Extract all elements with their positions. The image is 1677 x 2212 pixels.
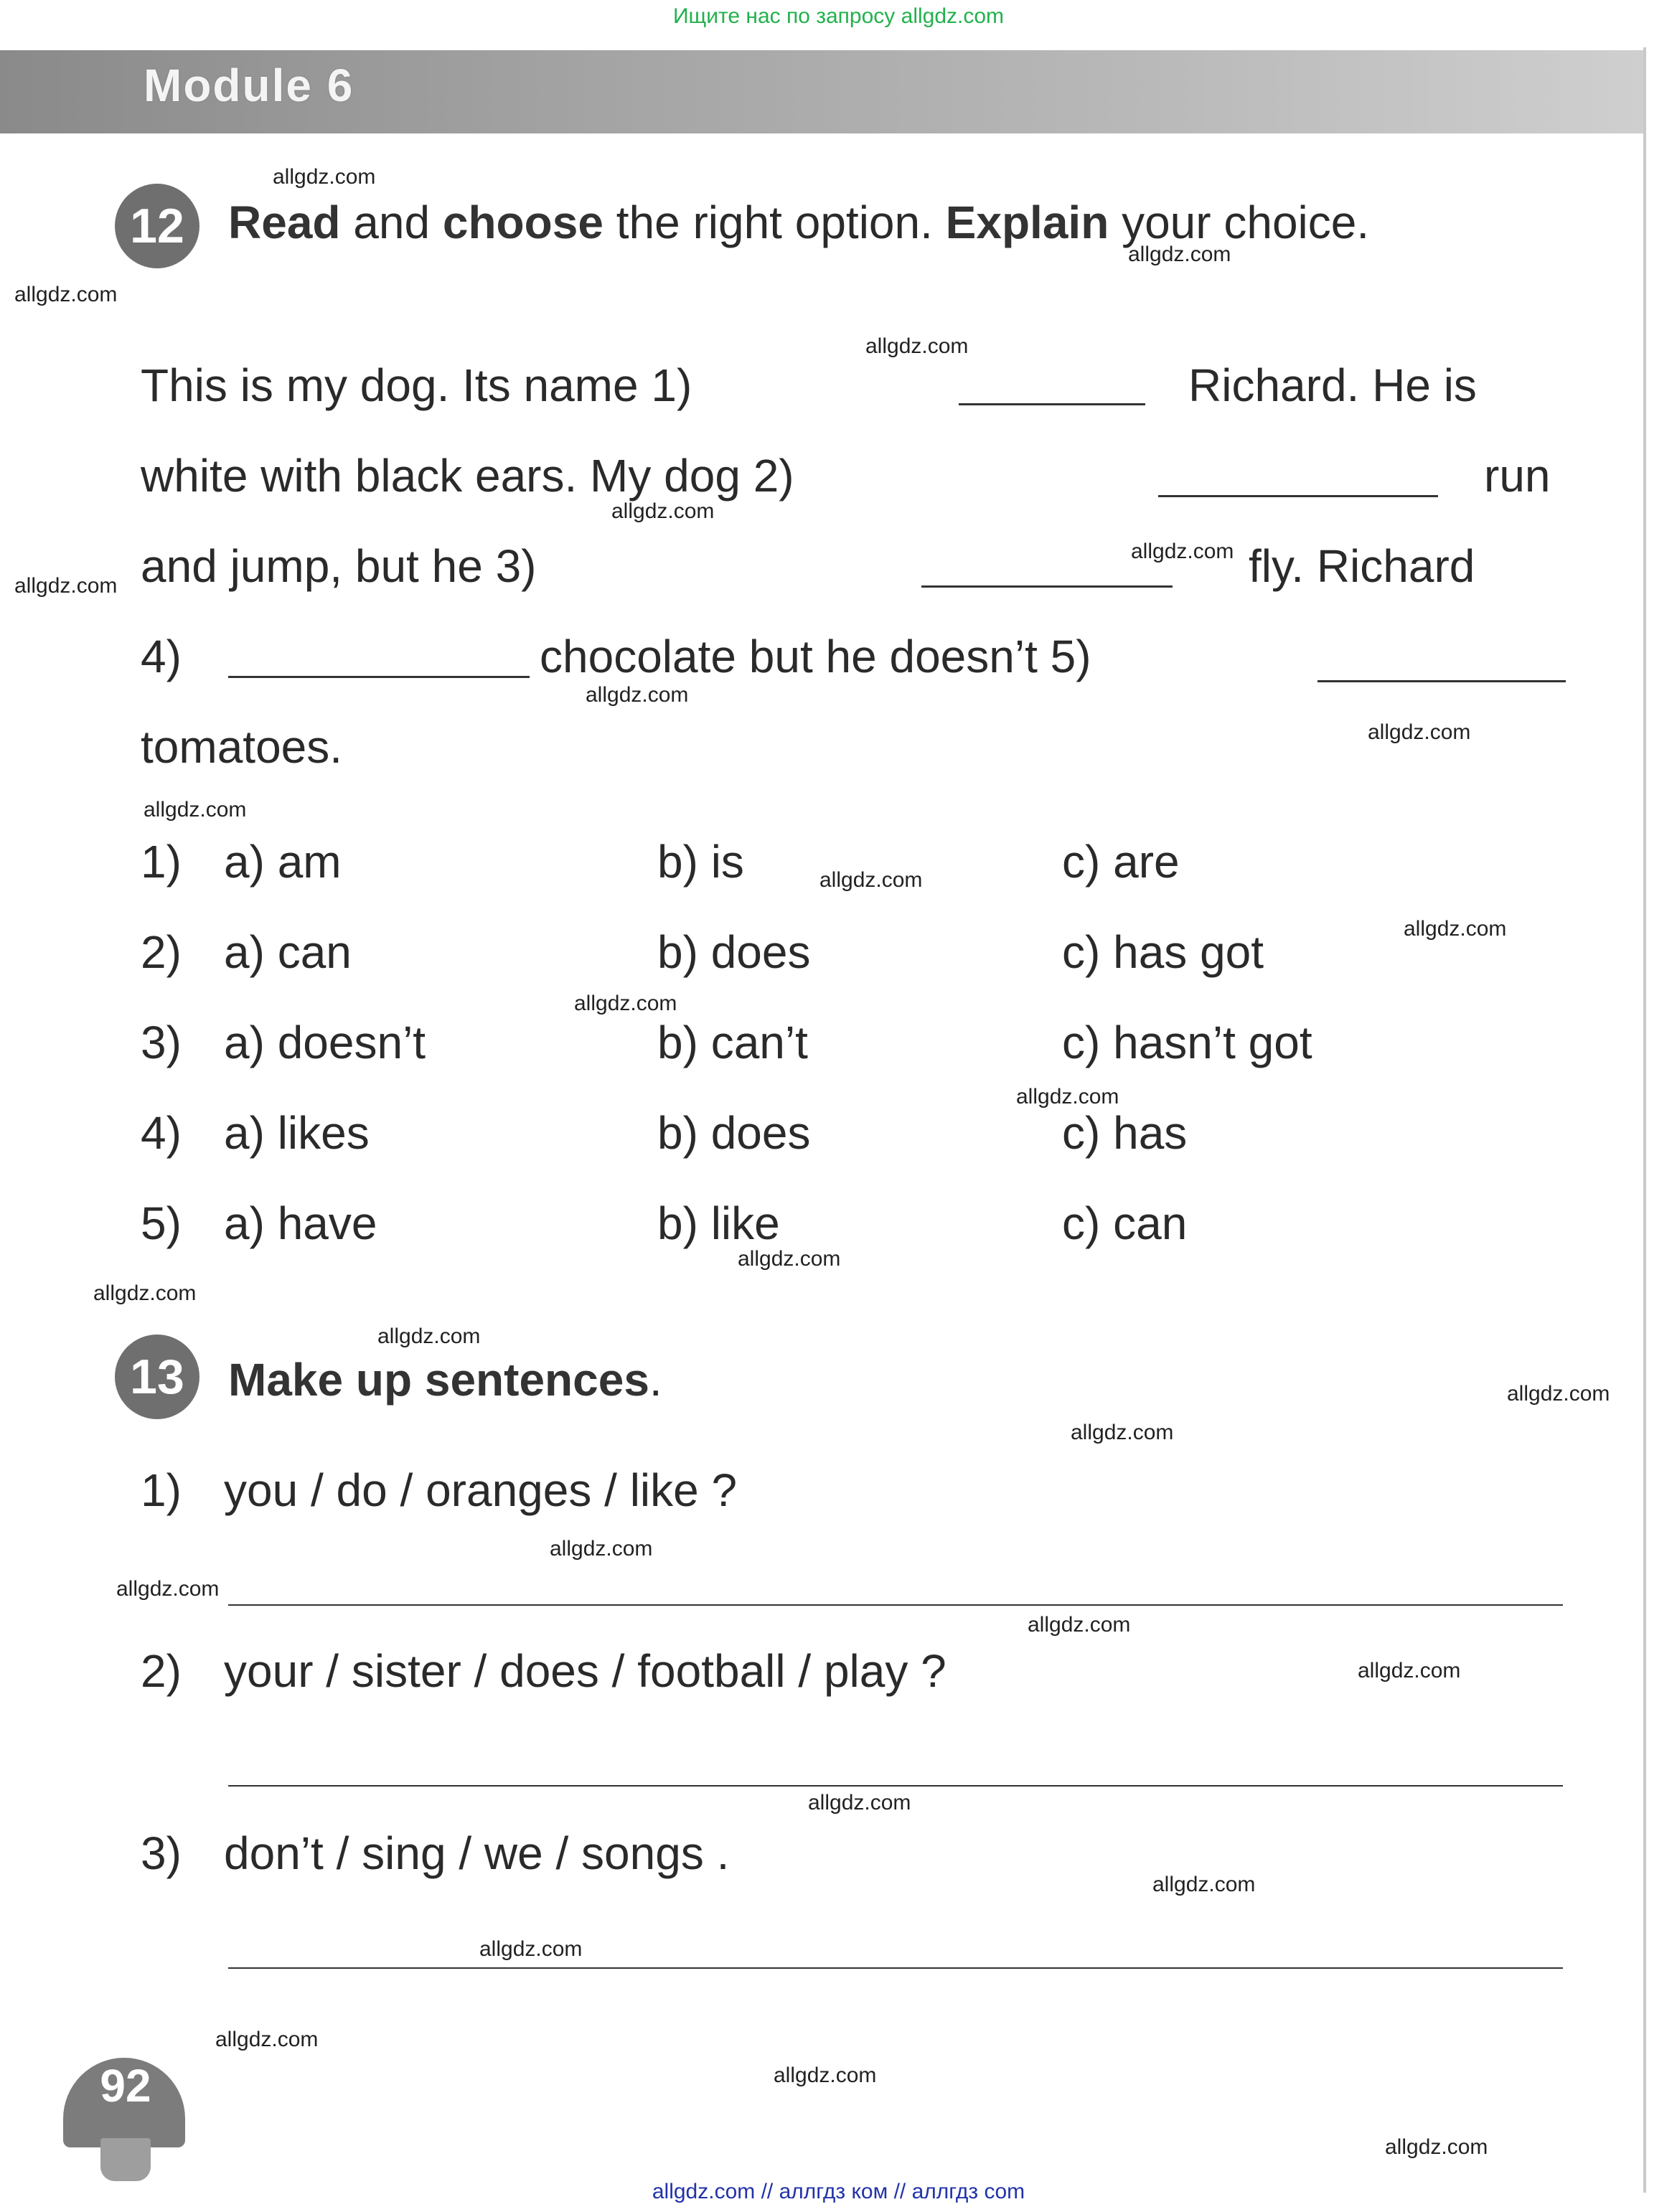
watermark[interactable]: allgdz.com	[93, 1281, 197, 1305]
task13-instruction	[228, 1353, 662, 1406]
option-c[interactable]: c) hasn’t got	[1062, 1017, 1312, 1068]
option-b[interactable]: b) is	[657, 836, 744, 888]
watermark[interactable]: allgdz.com	[1131, 540, 1234, 563]
option-a[interactable]: a) am	[224, 836, 342, 888]
option-b[interactable]: b) can’t	[657, 1017, 808, 1068]
text-line-1a: This is my dog. Its name 1)	[141, 359, 692, 411]
gap-3[interactable]	[921, 585, 1173, 588]
instruction-text: and	[340, 197, 443, 248]
instruction-text: your choice.	[1109, 197, 1370, 248]
text-line-5: tomatoes.	[141, 721, 343, 773]
option-number: 4)	[141, 1107, 182, 1159]
option-c[interactable]: c) has	[1062, 1107, 1188, 1159]
text-line-4a: 4)	[141, 631, 182, 682]
watermark[interactable]: allgdz.com	[550, 1537, 653, 1561]
watermark[interactable]: allgdz.com	[574, 992, 677, 1015]
watermark[interactable]: allgdz.com	[215, 2028, 319, 2051]
sentence-number: 2)	[141, 1645, 182, 1697]
watermark[interactable]: allgdz.com	[479, 1937, 583, 1961]
option-a[interactable]: a) have	[224, 1197, 377, 1249]
gap-1[interactable]	[959, 403, 1145, 405]
scrambled-sentence: your / sister / does / football / play ?	[224, 1645, 946, 1697]
watermark[interactable]: allgdz.com	[116, 1577, 220, 1601]
watermark[interactable]: allgdz.com	[14, 574, 118, 598]
sentence-number: 1)	[141, 1464, 182, 1516]
watermark[interactable]: allgdz.com	[1404, 917, 1507, 941]
watermark[interactable]: allgdz.com	[1128, 243, 1231, 266]
instruction-word-read: Read	[228, 197, 341, 248]
watermark[interactable]: allgdz.com	[273, 165, 376, 189]
watermark[interactable]: allgdz.com	[611, 499, 715, 523]
text-line-4b: chocolate but he doesn’t 5)	[540, 631, 1091, 682]
instruction-word-choose: choose	[442, 197, 603, 248]
watermark[interactable]: allgdz.com	[14, 283, 118, 306]
answer-line-1[interactable]	[228, 1604, 1563, 1606]
option-b[interactable]: b) does	[657, 926, 811, 978]
instruction-word-explain: Explain	[945, 197, 1109, 248]
instruction-text: the right option.	[603, 197, 946, 248]
watermark[interactable]: allgdz.com	[774, 2063, 877, 2087]
answer-line-3[interactable]	[228, 1967, 1563, 1969]
task-number-badge-12: 12	[115, 184, 199, 268]
site-note[interactable]: Ищите нас по запросу allgdz.com	[672, 4, 1005, 28]
option-a[interactable]: a) likes	[224, 1107, 370, 1159]
option-c[interactable]: c) are	[1062, 836, 1180, 888]
watermark[interactable]: allgdz.com	[808, 1791, 911, 1815]
scrambled-sentence: you / do / oranges / like ?	[224, 1464, 738, 1516]
watermark[interactable]: allgdz.com	[738, 1247, 841, 1271]
watermark[interactable]: allgdz.com	[144, 798, 247, 822]
option-c[interactable]: c) has got	[1062, 926, 1264, 978]
watermark[interactable]: allgdz.com	[377, 1324, 481, 1348]
mushroom-stem-icon	[100, 2138, 151, 2181]
watermark[interactable]: allgdz.com	[1507, 1382, 1610, 1406]
task12-instruction	[228, 192, 1577, 253]
watermark[interactable]: allgdz.com	[1028, 1613, 1131, 1637]
gap-2[interactable]	[1158, 495, 1438, 497]
watermark[interactable]: allgdz.com	[1016, 1085, 1119, 1109]
sentence-number: 3)	[141, 1827, 182, 1879]
option-a[interactable]: a) doesn’t	[224, 1017, 426, 1068]
options-table	[141, 835, 1576, 1294]
text-line-1b: Richard. He is	[1188, 359, 1477, 411]
watermark[interactable]: allgdz.com	[1071, 1421, 1174, 1444]
option-number: 5)	[141, 1197, 182, 1249]
option-b[interactable]: b) does	[657, 1107, 811, 1159]
option-number: 1)	[141, 836, 182, 888]
option-b[interactable]: b) like	[657, 1197, 780, 1249]
gap-5[interactable]	[1317, 680, 1566, 682]
text-line-3b: fly. Richard	[1249, 540, 1475, 592]
watermark[interactable]: allgdz.com	[1152, 1873, 1256, 1896]
text-line-3a: and jump, but he 3)	[141, 540, 537, 592]
module-title: Module 6	[144, 60, 354, 111]
watermark[interactable]: allgdz.com	[1385, 2135, 1488, 2159]
watermark[interactable]: allgdz.com	[1368, 720, 1471, 744]
text-line-2a: white with black ears. My dog 2)	[141, 450, 794, 502]
instruction-period: .	[649, 1354, 662, 1406]
text-line-2b: run	[1484, 450, 1551, 502]
option-a[interactable]: a) can	[224, 926, 352, 978]
answer-line-2[interactable]	[228, 1785, 1563, 1787]
page-number: 92	[100, 2060, 151, 2112]
watermark[interactable]: allgdz.com	[819, 868, 923, 892]
instruction-make-up-sentences: Make up sentences	[228, 1354, 649, 1406]
watermark[interactable]: allgdz.com	[1358, 1659, 1461, 1682]
watermark[interactable]: allgdz.com	[586, 683, 689, 707]
bottom-note[interactable]: allgdz.com // аллгдз ком // аллгдз com	[652, 2180, 1025, 2203]
watermark[interactable]: allgdz.com	[865, 334, 969, 358]
task-number-badge-13: 13	[115, 1335, 199, 1419]
option-c[interactable]: c) can	[1062, 1197, 1188, 1249]
option-number: 3)	[141, 1017, 182, 1068]
gap-4[interactable]	[228, 676, 530, 678]
scrambled-sentence: don’t / sing / we / songs .	[224, 1827, 730, 1879]
option-number: 2)	[141, 926, 182, 978]
